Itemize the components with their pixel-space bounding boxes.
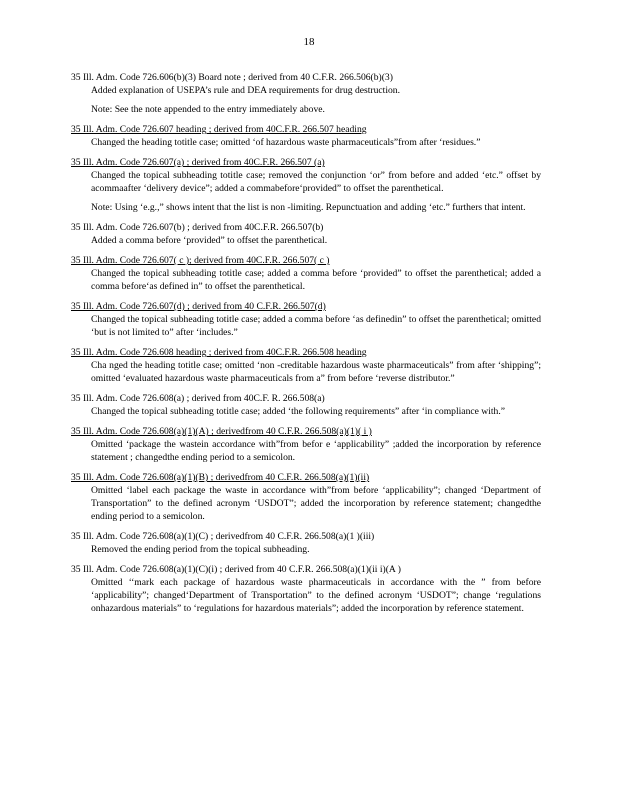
page-number: 18 xyxy=(303,36,315,48)
entry xyxy=(71,563,541,615)
entry-citation: 35 Ill. Adm. Code 726.608 heading ; derived from 40C.F.R. 266.508 heading xyxy=(71,347,367,358)
entry xyxy=(71,123,541,149)
entry-note: Note: See the note appended to the entry immediately above. xyxy=(91,104,325,115)
entry xyxy=(71,300,541,339)
entry xyxy=(71,156,541,214)
entry-text: Changed the heading totitle case; omitted ‘of hazardous waste pharmaceuticals”from after ‘residues.” xyxy=(91,137,481,148)
entry-list xyxy=(71,71,541,622)
entry-citation: 35 Ill. Adm. Code 726.607(d) ; derived from 40 C.F.R. 266.507(d) xyxy=(71,301,326,312)
entry xyxy=(71,530,541,556)
entry xyxy=(71,392,541,418)
entry-text: Added a comma before ‘provided” to offset the parenthetical. xyxy=(91,235,328,246)
entry xyxy=(71,71,541,116)
entry-citation: 35 Ill. Adm. Code 726.608(a)(1)(B) ; derivedfrom 40 C.F.R. 266.508(a)(1)(ii) xyxy=(71,472,370,483)
entry-text: Omitted ‘label each package the waste in accordance with”from before ‘applicability”; changed ‘Department of Transportation” to the defined acronym ‘USDOT”; added the incorporation by reference statement; changedthe ending period to a semicolon. xyxy=(91,485,541,522)
entry-citation: 35 Ill. Adm. Code 726.607 heading ; derived from 40C.F.R. 266.507 heading xyxy=(71,124,367,135)
entry xyxy=(71,346,541,385)
entry-citation: 35 Ill. Adm. Code 726.607( c ); derived from 40C.F.R. 266.507( c ) xyxy=(71,255,330,266)
entry-text: Changed the topical subheading totitle case; removed the conjunction ‘or” from before and added ‘etc.” offset by acommaafter ‘delivery device”; added a commabefore‘provided” to offset the parenthetical. xyxy=(91,170,541,194)
entry xyxy=(71,254,541,293)
entry-text: Changed the topical subheading totitle case; added a comma before ‘provided” to offset the parenthetical; added a comma before‘as defined in” to offset the parenthetical. xyxy=(91,268,541,292)
entry-text: Changed the topical subheading totitle case; added ‘the following requirements” after ‘in compliance with.” xyxy=(91,406,505,417)
entry xyxy=(71,221,541,247)
entry-citation: 35 Ill. Adm. Code 726.606(b)(3) Board note ; derived from 40 C.F.R. 266.506(b)(3) xyxy=(71,72,393,83)
entry-text: Added explanation of USEPA’s rule and DEA requirements for drug destruction. xyxy=(91,85,400,96)
entry-citation: 35 Ill. Adm. Code 726.607(b) ; derived from 40C.F.R. 266.507(b) xyxy=(71,222,324,233)
entry xyxy=(71,471,541,523)
entry-citation: 35 Ill. Adm. Code 726.607(a) ; derived from 40C.F.R. 266.507 (a) xyxy=(71,157,325,168)
entry-text: Omitted ‘package the wastein accordance with”from befor e ‘applicability” ;added the incorporation by reference statement ; changedthe ending period to a semicolon. xyxy=(91,439,541,463)
entry-text: Cha nged the heading totitle case; omitted ‘non -creditable hazardous waste pharmaceuticals” from after ‘shipping”; omitted ‘evaluated hazardous waste pharmaceuticals from a” from before ‘reverse distributor.” xyxy=(91,360,541,384)
entry-citation: 35 Ill. Adm. Code 726.608(a)(1)(C)(i) ; derived from 40 C.F.R. 266.508(a)(1)(ii i)(A ) xyxy=(71,564,401,575)
entry-citation: 35 Ill. Adm. Code 726.608(a) ; derived from 40C.F. R. 266.508(a) xyxy=(71,393,325,404)
entry-citation: 35 Ill. Adm. Code 726.608(a)(1)(C) ; derivedfrom 40 C.F.R. 266.508(a)(1 )(iii) xyxy=(71,531,375,542)
entry-citation: 35 Ill. Adm. Code 726.608(a)(1)(A) ; derivedfrom 40 C.F.R. 266.508(a)(1)( i ) xyxy=(71,426,372,437)
entry xyxy=(71,425,541,464)
entry-text: Changed the topical subheading totitle case; added a comma before ‘as definedin” to offset the parenthetical; omitted ‘but is not limited to” after ‘includes.” xyxy=(91,314,541,338)
entry-text: Omitted ‘‘mark each package of hazardous waste pharmaceuticals in accordance with the ” from before ‘applicability”; changed‘Department of Transportation” to the defined acronym ‘USDOT”; change ‘regulations onhazardous materials” to ‘regulations for hazardous materials”; added the incorporation by reference statement. xyxy=(91,577,541,614)
entry-note: Note: Using ‘e.g.,” shows intent that the list is non -limiting. Repunctuation and adding ‘etc.” furthers that intent. xyxy=(91,202,526,213)
entry-text: Removed the ending period from the topical subheading. xyxy=(91,544,310,555)
